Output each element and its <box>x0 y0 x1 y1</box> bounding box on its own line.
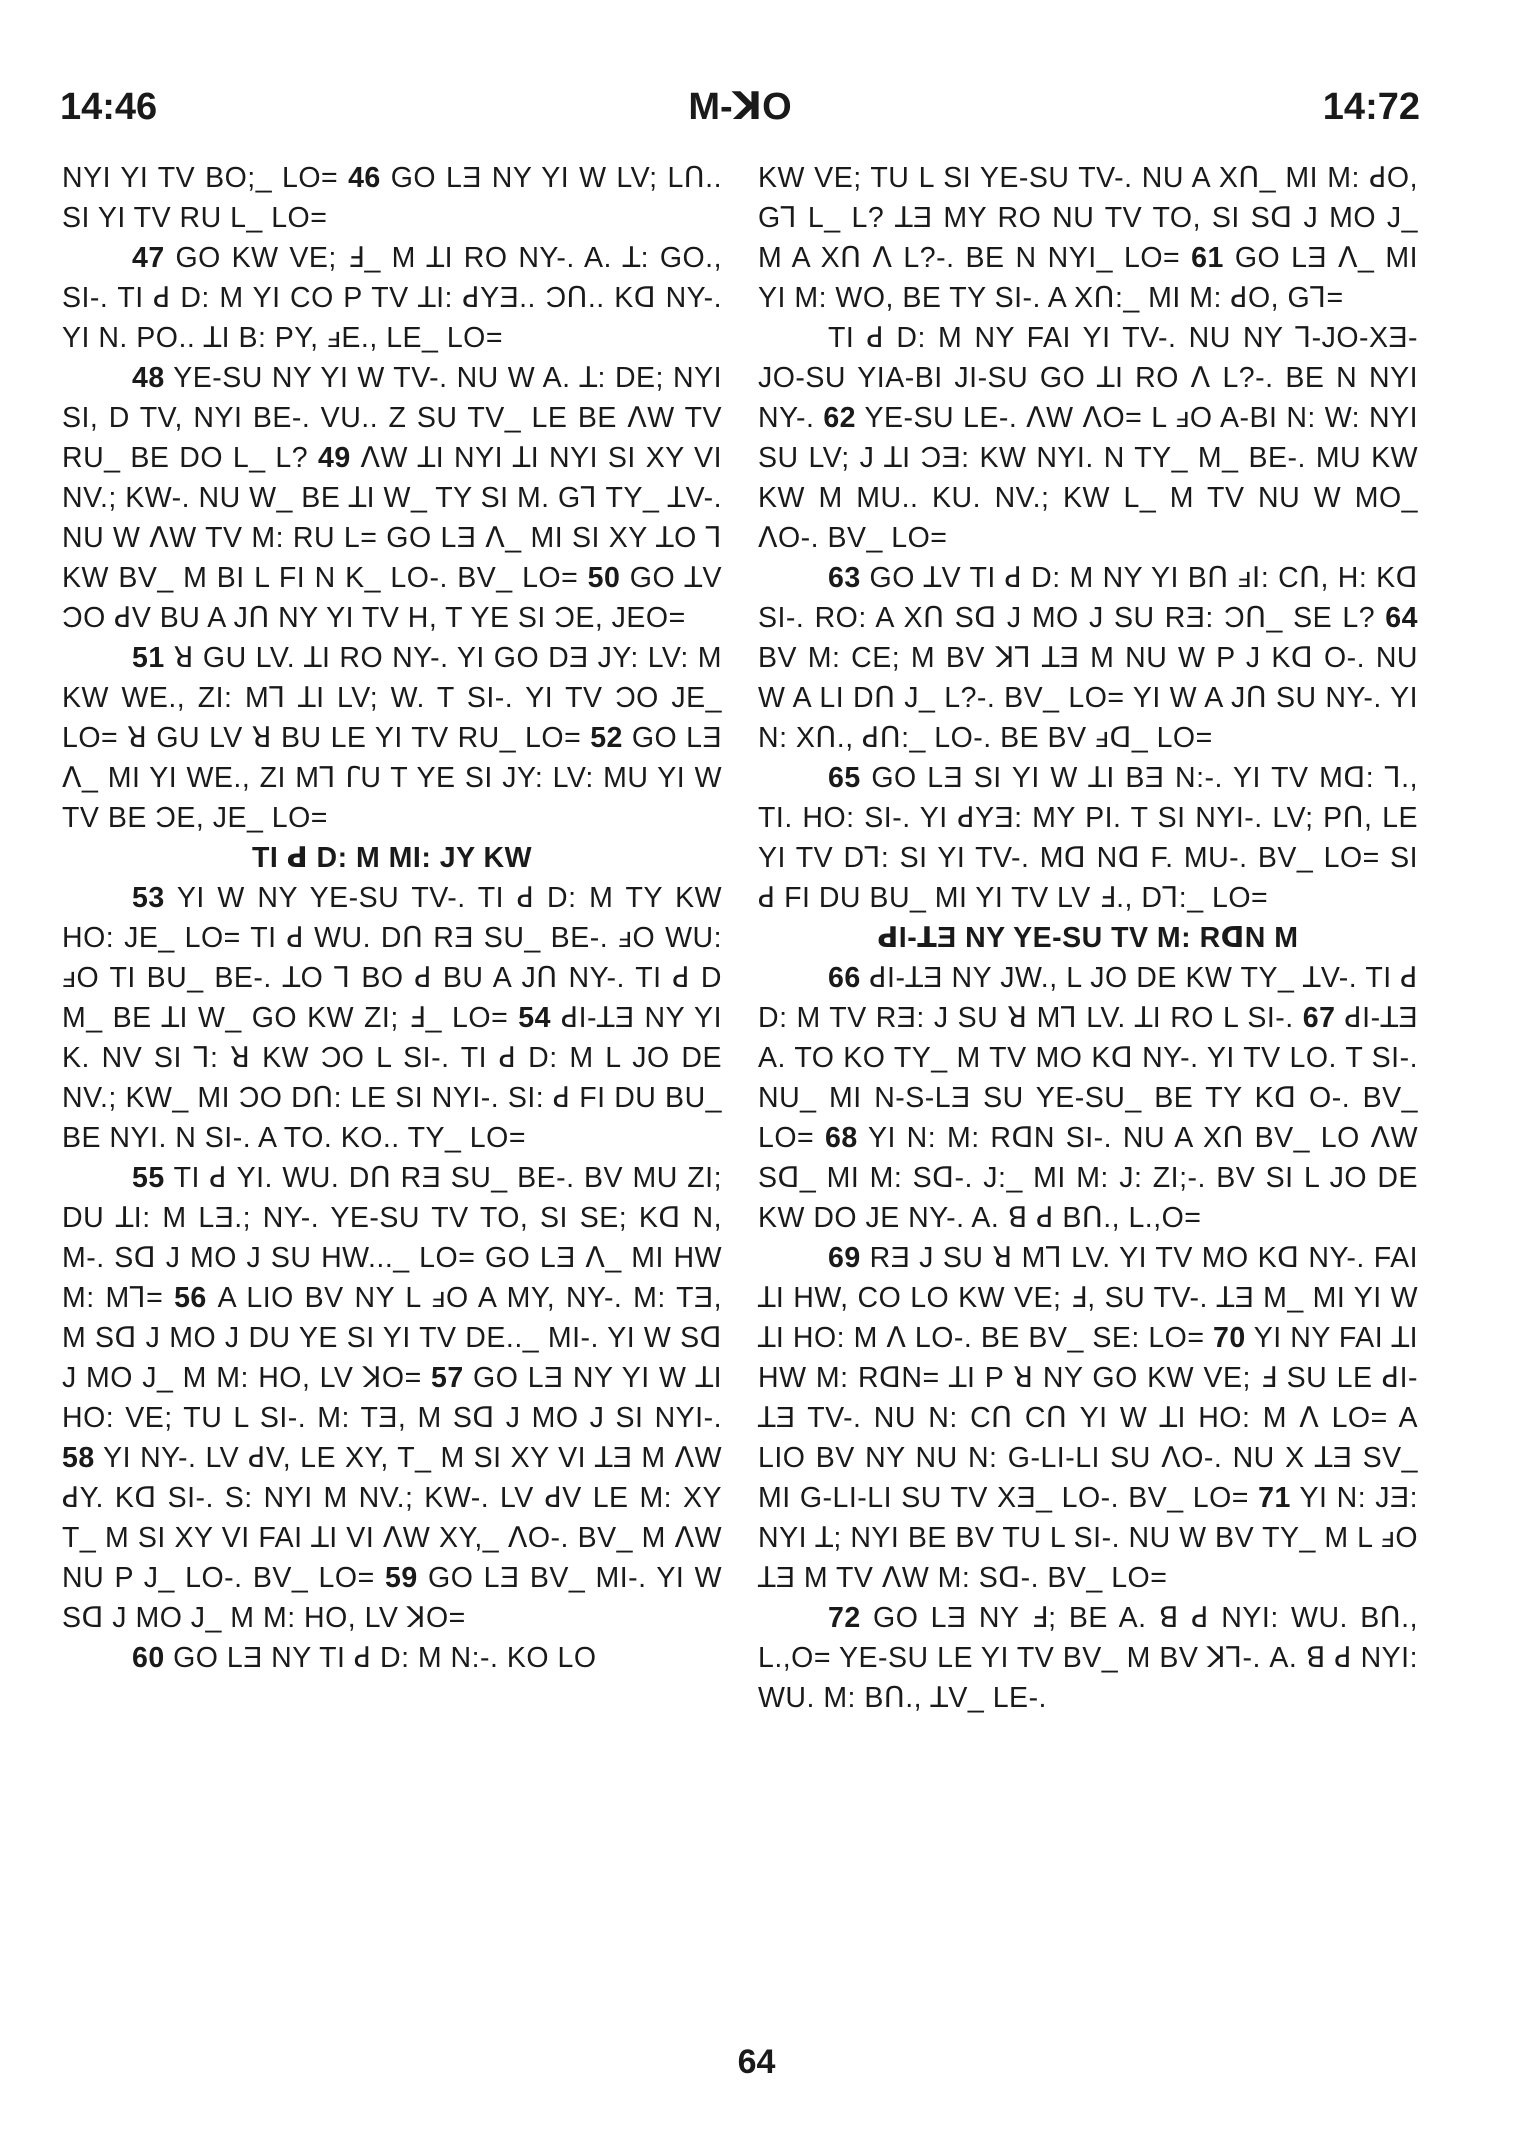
verse-number: 55 <box>132 1162 165 1194</box>
verse-number: 67 <box>1302 1002 1336 1034</box>
verse-number: 47 <box>132 242 165 274</box>
verse-text: GO KW VE; Ⅎ_ M ꓕI RO NY-. A. ꓕ: GO., SI-. TI ꓒ D: M YI CO P TV ꓕI: ꓒYƎ.. ƆՈ.. Kꓷ NY-. YI N. PO.. ꓕI B: PY, ⅎE., LE_ LO= <box>62 242 722 354</box>
verse-number: 68 <box>824 1122 858 1154</box>
verse-text: GO LƎ NY Ⅎ; BE A. ꓭ ꓒ NYI: WU. BՈ., L.,O= YE-SU LE YI TV BV_ M BV ꓘꓶ-. A. ꓭ ꓒ NYI: WU. M: BՈ., ꓕV_ LE-. <box>758 1602 1418 1714</box>
verse-text: GO LƎ ꓥ_ MI YI WE., ZI Mꓶ ꓩU T YE SI JY: LV: MU YI W TV BE ƆE, JE_ LO= <box>62 722 722 834</box>
section-heading: ꓒI-ꓕƎ NY YE-SU TV M: RꓷN M <box>877 922 1299 954</box>
paragraph <box>62 1638 722 1678</box>
verse-text: TI ꓒ YI. WU. DՈ RƎ SU_ BE-. BV MU ZI; DU ꓕI: M LƎ.; NY-. YE-SU TV TO, SI SE; Kꓷ N, M-. Sꓷ J MO J SU HW..._ LO= GO LƎ ꓥ_ MI HW M: Mꓶ= <box>62 1162 722 1314</box>
page-header <box>60 82 1420 132</box>
verse-text: BV M: CE; M BV ꓘꓶ ꓕƎ M NU W P J Kꓷ O-. NU W A LI DՈ J_ L?-. BV_ LO= YI W A JՈ SU NY-. YI N: XՈ., ꓒՈ:_ LO-. BE BV ⅎꓷ_ LO= <box>758 642 1418 754</box>
verse-number: 61 <box>1191 242 1224 274</box>
verse-text: GO ꓕV TI ꓒ D: M NY YI BՈ ⅎꓲ: CՈ, H: Kꓷ SI-. RO: A XՈ Sꓷ J MO J SU RƎ: ƆՈ_ SE L? <box>758 562 1418 634</box>
verse-text: GO LƎ NY TI ꓒ D: M N:-. KO LO <box>164 1642 597 1674</box>
verse-text: YI W NY YE-SU TV-. TI ꓒ D: M TY KW HO: JE_ LO= TI ꓒ WU. DՈ RƎ SU_ BE-. ⅎO WU: ⅎO TI BU_ BE-. ꓕO ꓶ BO ꓒ BU A JՈ NY-. TI ꓒ D M_ BE ꓕI W_ GO KW ZI; Ⅎ_ LO= <box>62 882 722 1034</box>
verse-number: 51 <box>132 642 165 674</box>
page-number: 64 <box>737 2043 776 2081</box>
verse-number: 69 <box>828 1242 861 1274</box>
verse-text: YI NY FAI ꓕI HW M: RꓷN= ꓕI P ꓤ NY GO KW VE; Ⅎ SU LE ꓒI-ꓕƎ TV-. NU N: CՈ CՈ YI W ꓕI HO: M ꓥ LO= A LIO BV NY NU N: G-LI-LI SU ꓥO-. NU X ꓕƎ SV_ MI G-LI-LI SU TV XƎ_ LO-. BV_ LO= <box>758 1322 1418 1514</box>
verse-text: YE-SU LE-. ꓥW ꓥO= L ⅎO A-BI N: W: NYI SU LV; J ꓕI ƆƎ: KW NYI. N TY_ M_ BE-. MU KW KW M MU.. KU. NV.; KW L_ M TV NU W MO_ ꓥO-. BV_ LO= <box>758 402 1418 554</box>
verse-text: GO LƎ NY YI W ꓕI HO: VE; TU L SI-. M: TƎ, M Sꓷ J MO J SI NYI-. <box>62 1362 723 1434</box>
verse-number: 59 <box>385 1562 418 1594</box>
paragraph <box>62 358 722 638</box>
verse-text: ꓒI-ꓕƎ NY YI K. NV SI ꓶ: ꓤ KW ƆO L SI-. TI ꓒ D: M L JO DE NV.; KW_ MI ƆO DՈ: LE SI NYI-. SI: ꓒ FI DU BU_ BE NYI. N SI-. A TO. KO.. TY_ LO= <box>62 1002 722 1154</box>
verse-text: NYI YI TV BO;_ LO= <box>62 162 349 194</box>
verse-number: 56 <box>174 1282 207 1314</box>
paragraph <box>62 1158 722 1638</box>
verse-number: 70 <box>1213 1322 1246 1354</box>
verse-number: 72 <box>828 1602 861 1634</box>
verse-number: 65 <box>828 762 861 794</box>
paragraph <box>758 758 1418 918</box>
paragraph <box>758 958 1418 1238</box>
verse-number: 71 <box>1258 1482 1291 1514</box>
verse-text: TI ꓒ D: M NY FAI YI TV-. NU NY ꓶ-JO-XƎ-JO-SU YIA-BI JI-SU GO ꓕI RO ꓥ L?-. BE N NYI NY-. <box>758 322 1418 434</box>
verse-number: 46 <box>348 162 381 194</box>
verse-text: GO LƎ ꓥ_ MI YI M: WO, BE TY SI-. A XՈ:_ MI M: ꓒO, Gꓶ= <box>758 242 1419 314</box>
verse-number: 54 <box>518 1002 551 1034</box>
verse-text: YI NY-. LV ꓒV, LE XY, T_ M SI XY VI ꓕƎ M ꓥW ꓒY. Kꓷ SI-. S: NYI M NV.; KW-. LV ꓒV LE M: XY T_ M SI XY VI FAI ꓕI VI ꓥW XY,_ ꓥO-. BV_ M ꓥW NU P J_ LO-. BV_ LO= <box>62 1442 722 1594</box>
verse-text: GO LƎ SI YI W ꓕI BƎ N:-. YI TV Mꓷ: ꓶ., TI. HO: SI-. YI ꓒYƎ: MY PI. T SI NYI-. LV; PՈ, LE YI TV Dꓶ: SI YI TV-. Mꓷ Nꓷ F. MU-. BV_ LO= SI ꓒ FI DU BU_ MI YI TV LV Ⅎ., Dꓶ:_ LO= <box>758 762 1418 914</box>
verse-text: KW VE; TU L SI YE-SU TV-. NU A XՈ_ MI M: ꓒO, Gꓶ L_ L? ꓕƎ MY RO NU TV TO, SI Sꓷ J MO J_ M A XՈ ꓥ L?-. BE N NYI_ LO= <box>758 162 1418 274</box>
header-chapter-verse-end: 14:72 <box>1322 86 1420 128</box>
verse-number: 49 <box>317 442 351 474</box>
section-heading: TI ꓒ D: M MI: JY KW <box>251 842 532 874</box>
verse-number: 62 <box>823 402 857 434</box>
header-chapter-verse-start: 14:46 <box>60 86 158 128</box>
verse-number: 66 <box>828 962 861 994</box>
verse-number: 64 <box>1385 602 1418 634</box>
verse-number: 53 <box>132 882 165 914</box>
left-text-column <box>62 158 722 1678</box>
verse-number: 60 <box>132 1642 165 1674</box>
verse-text: RƎ J SU ꓤ Mꓶ LV. YI TV MO Kꓷ NY-. FAI ꓕI HW, CO LO KW VE; Ⅎ, SU TV-. ꓕƎ M_ MI YI W ꓕI HO: M ꓥ LO-. BE BV_ SE: LO= <box>758 1242 1418 1354</box>
header-book-title: M-ꓘO <box>688 86 792 128</box>
verse-number: 50 <box>587 562 621 594</box>
right-text-column <box>758 158 1418 1718</box>
verse-text: GO ꓕV ƆO ꓒV BU A JՈ NY YI TV H, T YE SI ƆE, JEO= <box>62 562 722 634</box>
verse-text: ꓤ GU LV. ꓕI RO NY-. YI GO DƎ JY: LV: M KW WE., ZI: Mꓶ ꓕI LV; W. T SI-. YI TV ƆO JE_ LO= ꓤ GU LV ꓤ BU LE YI TV RU_ LO= <box>62 642 722 754</box>
verse-number: 57 <box>431 1362 464 1394</box>
paragraph <box>758 158 1418 318</box>
paragraph <box>758 558 1418 758</box>
verse-text: GO LƎ NY YI W LV; LՈ.. SI YI TV RU L_ LO= <box>62 162 722 234</box>
verse-text: GO LƎ BV_ MI-. YI W Sꓷ J MO J_ M M: HO, LV ꓘO= <box>62 1562 722 1634</box>
verse-text: ꓥW ꓕI NYI ꓕI NYI SI XY VI NV.; KW-. NU W_ BE ꓕI W_ TY SI M. Gꓶ TY_ ꓕV-. NU W ꓥW TV M: RU L= GO LƎ ꓥ_ MI SI XY ꓕO ꓶ KW BV_ M BI L FI N K_ LO-. BV_ LO= <box>62 442 722 594</box>
verse-number: 52 <box>590 722 623 754</box>
verse-text: ꓒI-ꓕƎ A. TO KO TY_ M TV MO Kꓷ NY-. YI TV LO. T SI-. NU_ MI N-S-LƎ SU YE-SU_ BE TY Kꓷ O-. BV_ LO= <box>758 1002 1418 1154</box>
paragraph <box>62 878 722 1158</box>
verse-text: YI N: M: RꓷN SI-. NU A XՈ BV_ LO ꓥW Sꓷ_ MI M: Sꓷ-. J:_ MI M: J: ZI;-. BV SI L JO DE KW DO JE NY-. A. ꓭ ꓒ BՈ., L.,O= <box>758 1122 1418 1234</box>
paragraph <box>62 238 722 358</box>
paragraph <box>62 638 722 838</box>
verse-text: ꓒI-ꓕƎ NY JW., L JO DE KW TY_ ꓕV-. TI ꓒ D: M TV RƎ: J SU ꓤ Mꓶ LV. ꓕI RO L SI-. <box>758 962 1418 1034</box>
verse-number: 58 <box>62 1442 95 1474</box>
paragraph <box>62 158 722 238</box>
verse-text: YI N: JƎ: NYI ꓕ; NYI BE BV TU L SI-. NU W BV TY_ M L ⅎO ꓕƎ M TV ꓥW M: Sꓷ-. BV_ LO= <box>758 1482 1418 1594</box>
verse-number: 48 <box>132 362 165 394</box>
paragraph <box>758 318 1418 558</box>
paragraph <box>758 1238 1418 1598</box>
paragraph <box>758 1598 1418 1718</box>
verse-text: A LIO BV NY L ⅎO A MY, NY-. M: TƎ, M Sꓷ J MO J DU YE SI YI TV DE.._ MI-. YI W Sꓷ J MO J_ M M: HO, LV ꓘO= <box>62 1282 722 1394</box>
verse-number: 63 <box>828 562 861 594</box>
verse-text: YE-SU NY YI W TV-. NU W A. ꓕ: DE; NYI SI, D TV, NYI BE-. VU.. Z SU TV_ LE BE ꓥW TV RU_ BE DO L_ L? <box>62 362 722 474</box>
